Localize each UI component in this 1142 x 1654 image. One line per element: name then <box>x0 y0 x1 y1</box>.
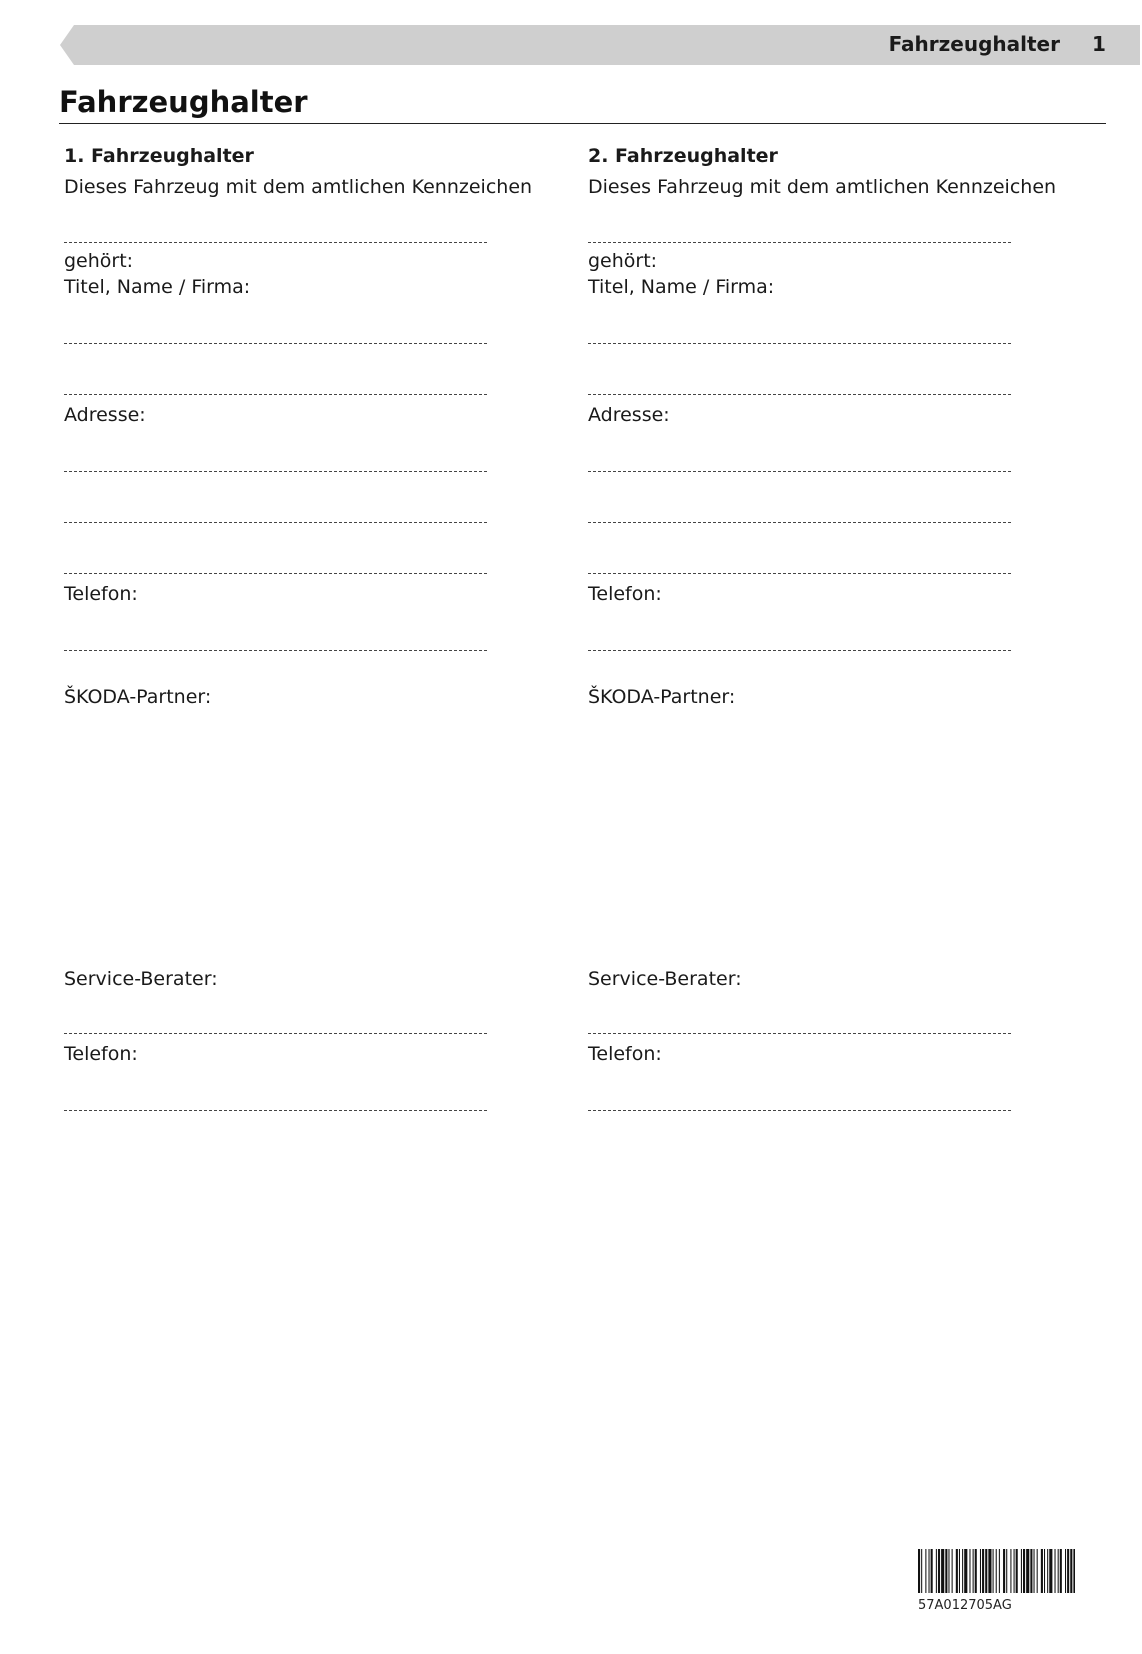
skoda-partner-label: ŠKODA-Partner: <box>588 686 736 708</box>
page-title: Fahrzeughalter <box>59 85 308 119</box>
phone-label: Telefon: <box>588 583 662 605</box>
name-label: Titel, Name / Firma: <box>588 276 775 298</box>
name-field-line-2[interactable] <box>588 394 1011 395</box>
name-label: Titel, Name / Firma: <box>64 276 251 298</box>
plate-intro-label: Dieses Fahrzeug mit dem amtlichen Kennzeichen <box>588 176 1057 198</box>
phone-label: Telefon: <box>64 583 138 605</box>
skoda-partner-label: ŠKODA-Partner: <box>64 686 212 708</box>
header-section-title: Fahrzeughalter <box>888 32 1060 56</box>
address-field-line-1[interactable] <box>588 471 1011 472</box>
belongs-label: gehört: <box>64 250 134 272</box>
page-number: 1 <box>1092 32 1106 56</box>
name-field-line-1[interactable] <box>588 343 1011 344</box>
service-advisor-label: Service-Berater: <box>64 968 218 990</box>
phone-field[interactable] <box>64 650 487 651</box>
address-field-line-3[interactable] <box>64 573 487 574</box>
belongs-label: gehört: <box>588 250 658 272</box>
holder-heading: 2. Fahrzeughalter <box>588 145 778 167</box>
service-advisor-field[interactable] <box>64 1033 487 1034</box>
name-field-line-2[interactable] <box>64 394 487 395</box>
advisor-phone-field[interactable] <box>64 1110 487 1111</box>
advisor-phone-label: Telefon: <box>588 1043 662 1065</box>
phone-field[interactable] <box>588 650 1011 651</box>
address-field-line-3[interactable] <box>588 573 1011 574</box>
holder-heading: 1. Fahrzeughalter <box>64 145 254 167</box>
plate-number-field[interactable] <box>588 242 1011 243</box>
advisor-phone-field[interactable] <box>588 1110 1011 1111</box>
advisor-phone-label: Telefon: <box>64 1043 138 1065</box>
title-divider <box>59 123 1106 124</box>
address-label: Adresse: <box>588 404 670 426</box>
service-advisor-label: Service-Berater: <box>588 968 742 990</box>
address-label: Adresse: <box>64 404 146 426</box>
address-field-line-2[interactable] <box>588 522 1011 523</box>
name-field-line-1[interactable] <box>64 343 487 344</box>
address-field-line-1[interactable] <box>64 471 487 472</box>
plate-number-field[interactable] <box>64 242 487 243</box>
service-advisor-field[interactable] <box>588 1033 1011 1034</box>
barcode-number: 57A012705AG <box>918 1598 1012 1613</box>
address-field-line-2[interactable] <box>64 522 487 523</box>
barcode-image <box>918 1549 1075 1593</box>
plate-intro-label: Dieses Fahrzeug mit dem amtlichen Kennzeichen <box>64 176 533 198</box>
